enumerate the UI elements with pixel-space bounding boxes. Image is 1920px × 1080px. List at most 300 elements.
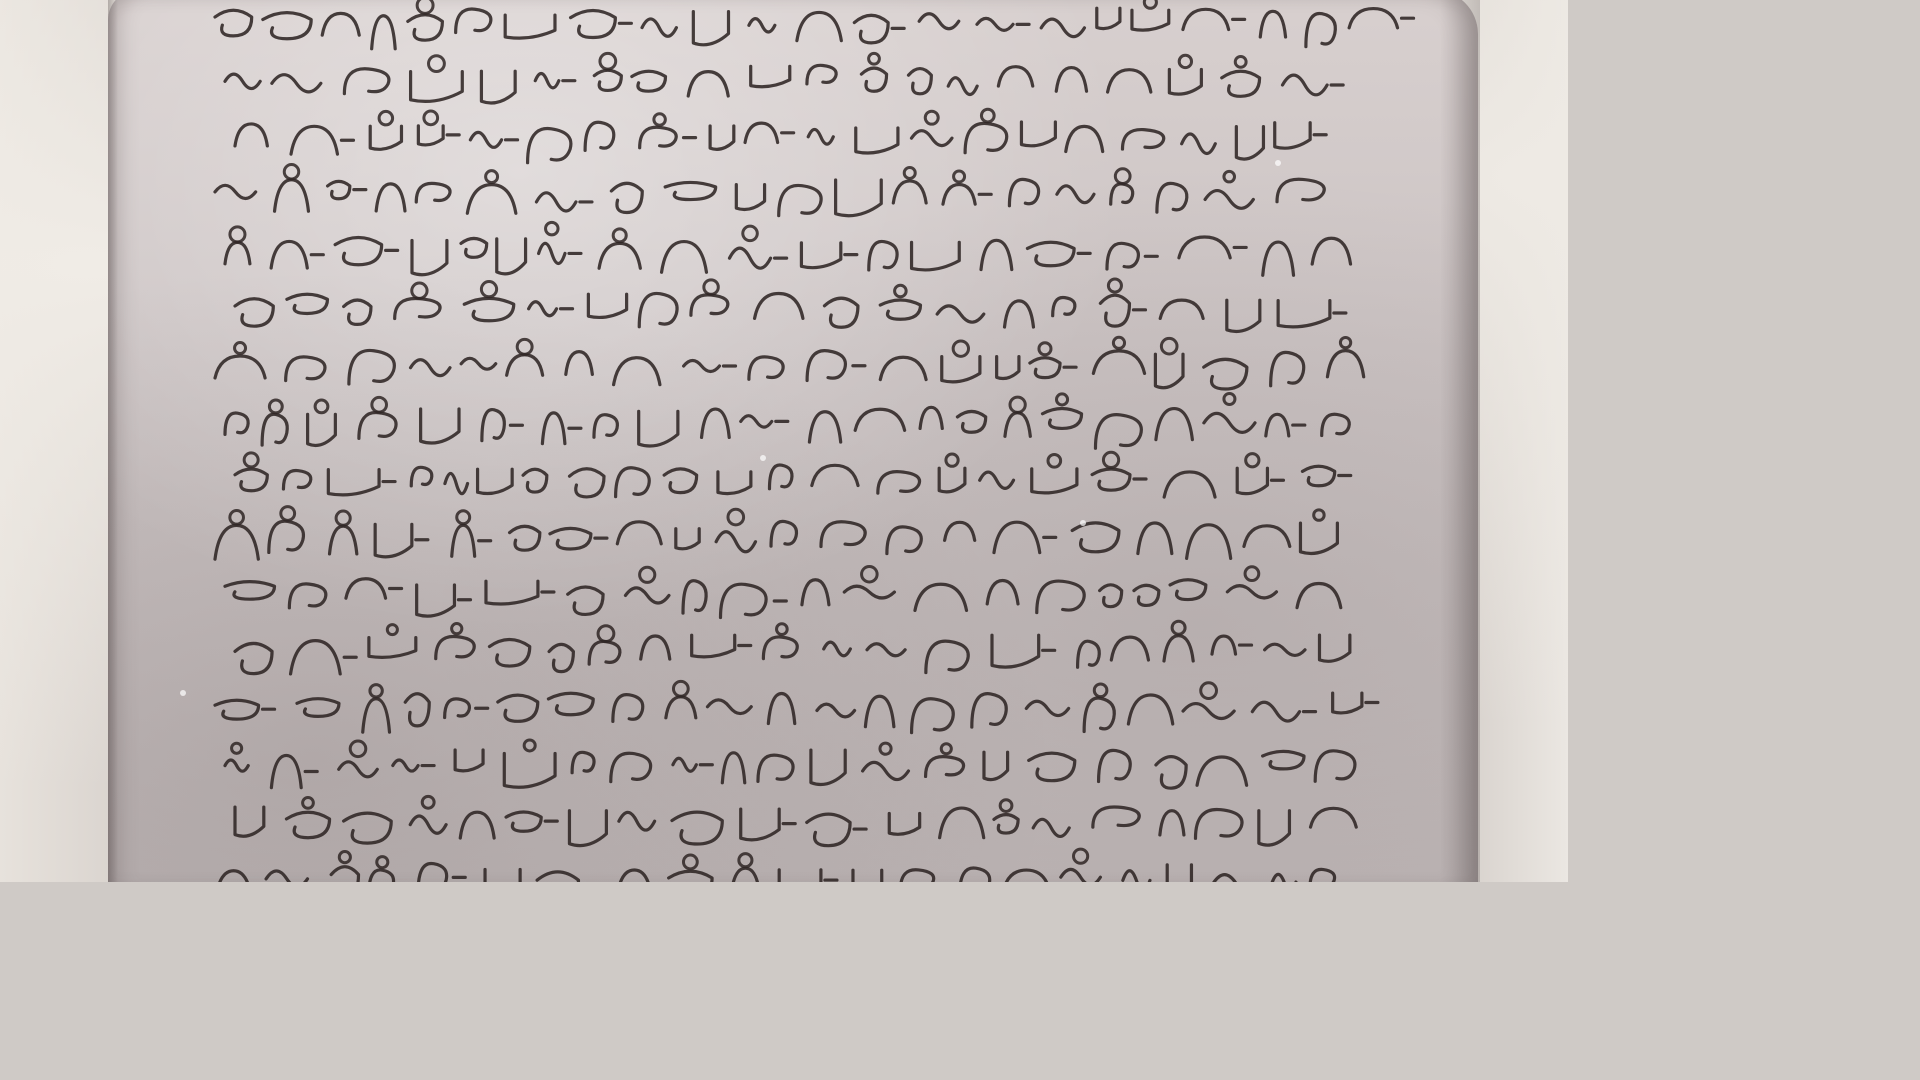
carved-glyph (570, 469, 604, 497)
carved-glyph (225, 582, 275, 600)
carved-glyph (688, 72, 728, 96)
carved-glyph (693, 12, 728, 45)
carved-glyph (889, 813, 919, 834)
carved-glyph (505, 15, 555, 38)
carved-glyph (460, 812, 494, 838)
carved-glyph (1033, 819, 1069, 836)
glyph-diacritic (895, 285, 907, 297)
carved-glyph (1237, 468, 1267, 493)
glyph-diacritic (315, 400, 328, 413)
carved-glyph (1095, 415, 1141, 449)
carved-glyph (485, 869, 520, 882)
carved-glyph (344, 69, 389, 94)
carved-glyph (418, 126, 443, 145)
carved-glyph (550, 528, 591, 549)
carved-glyph (811, 750, 845, 784)
carved-glyph (467, 185, 515, 214)
carved-glyph (1222, 71, 1260, 96)
carved-glyph (669, 871, 712, 882)
carved-glyph (745, 123, 778, 142)
carved-glyph (1297, 583, 1341, 607)
carved-glyph (1212, 636, 1236, 654)
carved-glyph (1170, 580, 1206, 600)
glyph-diacritic (1115, 169, 1130, 184)
carved-glyph (1021, 122, 1055, 146)
glyph-diacritic (1246, 454, 1259, 467)
carved-glyph (751, 66, 790, 86)
carved-glyph (664, 469, 697, 493)
glyph-diacritic (377, 857, 388, 868)
carved-glyph (912, 131, 952, 146)
carved-glyph (569, 811, 606, 846)
carved-glyph (812, 465, 858, 485)
carved-glyph (417, 585, 455, 616)
carved-glyph (1167, 865, 1191, 882)
carved-glyph (1315, 751, 1355, 781)
carved-glyph (749, 19, 775, 32)
carved-glyph (880, 357, 926, 379)
carved-glyph (942, 357, 980, 382)
carved-glyph (481, 71, 515, 103)
script-line (215, 0, 1414, 49)
carved-glyph (506, 812, 541, 831)
carved-glyph (1187, 525, 1231, 559)
carved-glyph (1156, 757, 1186, 789)
carved-glyph (235, 643, 272, 673)
glyph-diacritic (981, 109, 994, 122)
carved-glyph (1169, 69, 1201, 94)
carved-glyph (375, 524, 412, 556)
carved-glyph (1183, 9, 1229, 29)
carved-glyph (1032, 469, 1077, 493)
carved-glyph (1300, 523, 1337, 553)
glyph-diacritic (941, 744, 951, 754)
carved-glyph (856, 128, 898, 153)
carved-glyph (912, 242, 960, 270)
carved-glyph (997, 357, 1019, 379)
carved-glyph (1043, 409, 1082, 429)
glyph-diacritic (1103, 452, 1118, 467)
glyph-diacritic (350, 741, 366, 757)
carved-glyph (408, 15, 443, 40)
carved-glyph (359, 413, 396, 439)
carved-glyph (939, 468, 965, 492)
carved-glyph (768, 694, 794, 724)
glyph-diacritic (284, 165, 298, 179)
glyph-diacritic (230, 227, 245, 242)
carved-glyph (802, 580, 829, 605)
carved-glyph (376, 184, 405, 211)
carved-glyph (412, 240, 447, 274)
carved-glyph (507, 355, 543, 375)
carved-glyph (1227, 586, 1276, 598)
glyph-diacritic (862, 566, 878, 582)
carved-glyph (498, 695, 538, 721)
glyph-diacritic (613, 229, 626, 242)
glyph-diacritic (269, 400, 282, 413)
glyph-diacritic (640, 567, 655, 582)
glyph-diacritic (728, 509, 744, 525)
glyph-diacritic (953, 341, 968, 356)
carved-glyph (716, 532, 755, 552)
carved-glyph (676, 529, 699, 549)
carved-glyph (854, 15, 888, 43)
glyph-diacritic (1039, 343, 1051, 355)
glyph-diacritic (1000, 800, 1012, 812)
carved-glyph (291, 126, 337, 154)
carved-glyph (470, 132, 501, 147)
carved-glyph (344, 300, 371, 324)
carved-glyph (537, 872, 578, 882)
carved-glyph (1111, 637, 1148, 660)
carved-glyph (418, 863, 446, 882)
carved-glyph (523, 469, 547, 492)
carved-glyph (1111, 184, 1133, 204)
glyph-diacritic (486, 171, 498, 183)
carved-glyph (771, 521, 796, 546)
carved-glyph (322, 13, 359, 35)
glyph-diacritic (452, 624, 462, 634)
carved-glyph (528, 129, 571, 163)
glyph-diacritic (370, 685, 382, 697)
carved-glyph (271, 755, 301, 787)
glyph-diacritic (372, 397, 387, 412)
carved-glyph (1271, 352, 1304, 385)
carved-glyph (289, 584, 325, 608)
carved-glyph (372, 16, 396, 49)
carved-glyph (1003, 870, 1049, 882)
carved-glyph (863, 762, 909, 779)
carved-glyph (1009, 179, 1038, 205)
carved-glyph (1311, 808, 1357, 827)
carved-glyph (893, 181, 926, 203)
carved-glyph (758, 755, 793, 781)
stone-chip (180, 690, 186, 696)
carved-glyph (452, 525, 475, 556)
glyph-diacritic (422, 796, 434, 808)
carved-glyph (1100, 585, 1122, 607)
carved-glyph (662, 242, 707, 273)
carved-glyph (349, 350, 394, 384)
carved-glyph (370, 126, 401, 149)
carved-glyph (1092, 469, 1130, 490)
carved-glyph (235, 299, 273, 326)
carved-glyph (395, 299, 440, 319)
glyph-diacritic (517, 339, 532, 354)
carved-glyph (809, 412, 840, 442)
carved-glyph (335, 237, 381, 264)
carved-glyph (266, 871, 307, 882)
carved-glyph (1056, 68, 1086, 92)
carved-glyph (617, 522, 661, 544)
glyph-diacritic (1144, 0, 1156, 8)
glyph-diacritic (1340, 337, 1350, 347)
carved-glyph (721, 584, 767, 617)
carved-glyph (808, 129, 833, 144)
carved-glyph (369, 870, 394, 882)
carved-glyph (731, 868, 760, 882)
carved-glyph (1278, 301, 1330, 327)
carved-glyph (981, 240, 1012, 269)
glyph-diacritic (654, 114, 665, 125)
carved-glyph (1349, 9, 1397, 28)
carved-glyph (642, 19, 676, 36)
glyph-diacritic (1224, 171, 1235, 182)
carved-glyph (666, 697, 696, 718)
carved-glyph (566, 352, 593, 375)
carved-glyph (445, 473, 468, 493)
glyph-diacritic (417, 0, 433, 13)
carved-glyph (998, 67, 1032, 86)
glyph-diacritic (230, 511, 244, 525)
carved-glyph (817, 704, 855, 717)
carved-glyph (535, 74, 559, 88)
glyph-diacritic (379, 111, 393, 125)
carved-glyph (869, 241, 897, 270)
carved-glyph (1259, 811, 1290, 845)
carved-glyph (1155, 354, 1183, 388)
glyph-diacritic (739, 854, 752, 867)
glyph-diacritic (424, 111, 438, 125)
carved-glyph (339, 762, 378, 777)
carved-glyph (1266, 414, 1289, 436)
carved-glyph (807, 814, 850, 846)
carved-glyph (836, 180, 882, 216)
glyph-diacritic (524, 740, 535, 751)
carved-glyph (1123, 871, 1150, 882)
script-line (235, 621, 1350, 674)
carved-glyph (529, 302, 557, 316)
carved-glyph (1277, 179, 1324, 201)
carved-glyph (1260, 11, 1285, 37)
carved-glyph (807, 351, 845, 381)
carved-glyph (286, 357, 325, 381)
carved-glyph (369, 638, 416, 658)
carved-glyph (749, 357, 783, 379)
glyph-diacritic (1048, 454, 1061, 467)
carved-glyph (411, 360, 450, 376)
carved-glyph (625, 588, 668, 603)
carved-glyph (286, 812, 329, 837)
glyph-diacritic (946, 454, 958, 466)
carved-glyph (957, 411, 985, 432)
carved-glyph (1312, 238, 1350, 264)
glyph-diacritic (1201, 683, 1217, 699)
carved-glyph (1057, 186, 1094, 203)
script-line (215, 337, 1364, 389)
glyph-diacritic (1179, 55, 1191, 67)
carved-glyph (937, 306, 984, 322)
carved-glyph (1005, 413, 1030, 437)
carved-glyph (1272, 874, 1296, 882)
carved-glyph (536, 193, 575, 211)
carved-glyph (977, 18, 1013, 30)
carved-glyph (710, 126, 734, 149)
carved-glyph (291, 641, 341, 674)
carved-glyph (549, 644, 573, 671)
carved-glyph (960, 868, 990, 882)
glyph-diacritic (303, 798, 314, 809)
carved-glyph (801, 243, 840, 268)
carved-glyph (945, 522, 975, 540)
carved-glyph (1265, 644, 1305, 655)
carved-glyph (308, 414, 336, 445)
carved-glyph (1097, 8, 1120, 28)
carved-glyph (539, 243, 565, 263)
glyph-diacritic (1235, 56, 1246, 67)
glyph-diacritic (1057, 394, 1068, 405)
carved-glyph (1164, 636, 1193, 661)
carved-glyph (683, 581, 706, 613)
carved-glyph (611, 183, 642, 212)
carved-glyph (1072, 523, 1119, 552)
carved-glyph (797, 12, 841, 40)
script-line (215, 681, 1378, 732)
carved-glyph (1183, 704, 1234, 719)
carved-glyph (1310, 869, 1335, 882)
script-line (215, 849, 1335, 882)
carved-glyph (1026, 701, 1068, 715)
carved-glyph (1160, 300, 1203, 318)
glyph-diacritic (598, 626, 614, 642)
glyph-diacritic (1108, 279, 1121, 292)
carved-glyph (1204, 359, 1247, 389)
carved-glyph (1263, 751, 1304, 769)
carved-glyph (328, 181, 350, 198)
carved-glyph (707, 700, 751, 714)
carved-glyph (617, 870, 651, 882)
carved-glyph (987, 581, 1018, 604)
carved-glyph (980, 472, 1014, 488)
carved-glyph (1132, 10, 1169, 30)
carved-glyph (215, 356, 265, 378)
carved-glyph (867, 644, 905, 656)
glyph-diacritic (1094, 684, 1107, 697)
carved-glyph (482, 410, 504, 441)
script-line (225, 394, 1349, 449)
carved-glyph (861, 68, 886, 91)
carved-glyph (411, 72, 463, 102)
carved-glyph (912, 699, 954, 733)
script-line (225, 222, 1351, 275)
carved-glyph (445, 699, 470, 718)
carved-glyph (215, 10, 252, 36)
glyph-diacritic (925, 111, 938, 124)
carved-glyph (1213, 875, 1260, 882)
carved-glyph (328, 470, 379, 495)
script-line (215, 165, 1324, 216)
glyph-diacritic (546, 222, 559, 235)
carved-glyph (504, 753, 555, 787)
carved-glyph (416, 183, 450, 202)
carved-glyph (1030, 358, 1060, 378)
carved-glyph (915, 584, 967, 610)
carved-glyph (1138, 523, 1172, 554)
carved-glyph (769, 465, 792, 489)
carved-glyph (994, 522, 1040, 552)
carved-glyph (824, 642, 851, 656)
glyph-diacritic (673, 681, 688, 696)
carved-glyph (919, 14, 959, 29)
carved-glyph (568, 587, 603, 614)
carved-glyph (1302, 466, 1334, 486)
glyph-diacritic (1073, 849, 1087, 863)
glyph-diacritic (600, 53, 616, 69)
carved-glyph (684, 361, 720, 372)
carved-glyph (344, 813, 392, 843)
carved-glyph (692, 635, 735, 657)
carved-glyph (1128, 695, 1172, 724)
stone-chip (760, 455, 766, 461)
script-line (235, 279, 1346, 331)
carved-glyph (691, 295, 728, 315)
glyph-diacritic (387, 625, 397, 635)
carved-glyph (639, 293, 677, 326)
carved-glyph (225, 242, 250, 263)
carved-glyph (641, 636, 670, 659)
glyph-diacritic (1010, 397, 1025, 412)
carved-glyph (486, 581, 538, 604)
carved-glyph (672, 812, 722, 844)
carved-glyph (225, 74, 260, 88)
carved-glyph (616, 468, 650, 497)
carved-glyph (588, 294, 626, 317)
carved-glyph (572, 752, 594, 772)
script-line (235, 452, 1351, 497)
carved-glyph (1099, 750, 1131, 781)
carved-glyph (972, 694, 1006, 727)
carved-glyph (640, 127, 677, 147)
glyph-diacritic (235, 343, 246, 354)
carved-glyph (1100, 295, 1129, 326)
carved-glyph (943, 184, 975, 204)
carved-glyph (548, 693, 593, 714)
carved-glyph (1197, 757, 1247, 785)
carved-glyph (410, 816, 446, 833)
carved-glyph (984, 752, 1008, 779)
carved-glyph (405, 694, 429, 726)
carved-glyph (235, 469, 267, 491)
carved-glyph (926, 757, 964, 777)
carved-glyph (1160, 811, 1184, 835)
carved-glyph (940, 808, 984, 838)
carved-glyph (926, 641, 968, 672)
carved-glyph (1319, 635, 1349, 661)
glyph-diacritic (1245, 567, 1259, 581)
carved-glyph (619, 812, 655, 830)
carved-glyph (497, 239, 526, 274)
carved-glyph (1078, 641, 1100, 667)
glyph-diacritic (777, 624, 788, 635)
carved-glyph (589, 641, 620, 664)
glyph-diacritic (954, 171, 965, 182)
carved-glyph (215, 871, 252, 882)
carved-glyph (1182, 134, 1216, 153)
carved-glyph (436, 636, 474, 658)
carved-glyph (741, 416, 772, 427)
carved-glyph (421, 409, 459, 443)
glyph-diacritic (743, 226, 758, 241)
carved-glyph (1322, 414, 1350, 435)
carved-glyph (1066, 126, 1103, 151)
carved-glyph (1306, 13, 1335, 46)
carved-glyph (1263, 242, 1294, 275)
carved-glyph (235, 124, 267, 146)
script-line (235, 796, 1356, 845)
carved-glyph (1244, 526, 1290, 547)
glyph-diacritic (904, 167, 915, 178)
script-line (215, 507, 1337, 560)
